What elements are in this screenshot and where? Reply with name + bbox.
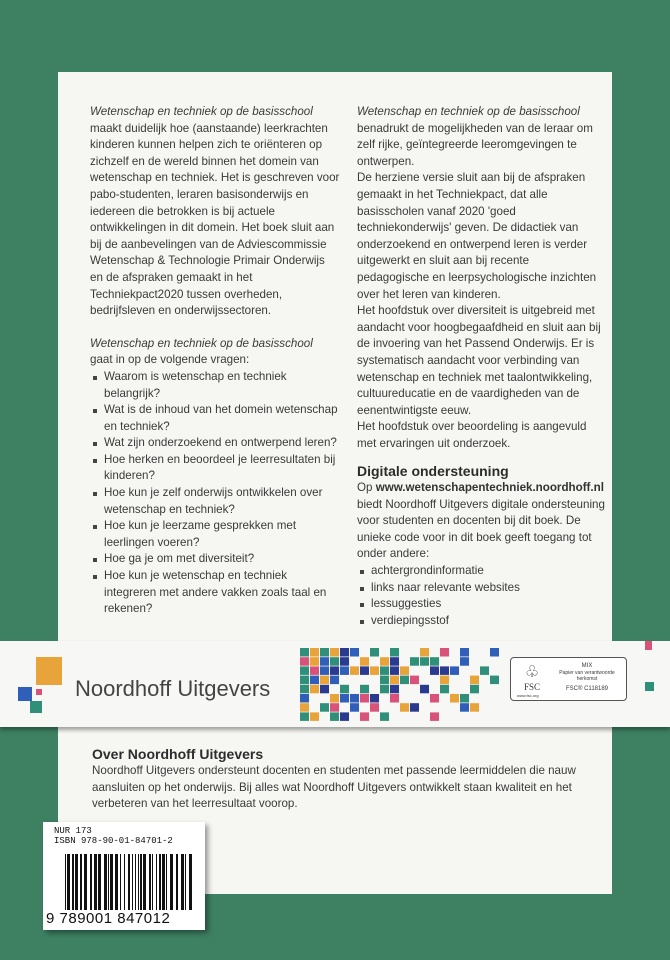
mosaic-square [380, 657, 389, 666]
mosaic-square [380, 694, 389, 703]
mosaic-square [410, 648, 419, 657]
mosaic-square [480, 666, 489, 675]
nur-code: NUR 173 [54, 826, 92, 836]
mosaic-square [370, 666, 379, 675]
mosaic-square [490, 666, 499, 675]
isbn-barcode-label [43, 822, 205, 930]
list-item: verdiepingsstof [357, 613, 607, 630]
barcode-bar [140, 854, 142, 910]
mosaic-square [460, 657, 469, 666]
mosaic-square [430, 694, 439, 703]
mosaic-square [410, 676, 419, 685]
publisher-name: Noordhoff Uitgevers [75, 676, 271, 701]
digital-support-section [357, 462, 607, 629]
barcode-bar [162, 854, 165, 910]
mosaic-square [300, 703, 309, 712]
mosaic-square [340, 657, 349, 666]
mosaic-square [450, 666, 459, 675]
mosaic-square [370, 676, 379, 685]
mosaic-square [320, 712, 329, 721]
mosaic-square [480, 676, 489, 685]
mosaic-square [340, 666, 349, 675]
mosaic-square [490, 648, 499, 657]
digital-heading: Digitale ondersteuning [357, 463, 509, 479]
mosaic-square [350, 685, 359, 694]
mosaic-square [390, 657, 399, 666]
mosaic-square [390, 666, 399, 675]
mosaic-square [330, 648, 339, 657]
fsc-url: www.fsc.org [517, 693, 539, 698]
barcode-bar [108, 854, 109, 910]
mosaic-square [300, 694, 309, 703]
barcode-bar [128, 854, 130, 910]
barcode-bar [65, 854, 66, 910]
mosaic-square [470, 676, 479, 685]
mosaic-square [450, 694, 459, 703]
pixel-mosaic-graphic [300, 648, 500, 722]
mosaic-square [460, 666, 469, 675]
mosaic-square [490, 703, 499, 712]
mosaic-square [330, 694, 339, 703]
mosaic-square [400, 648, 409, 657]
barcode-bar [115, 854, 118, 910]
mosaic-square [350, 712, 359, 721]
mosaic-square [400, 685, 409, 694]
mosaic-square [460, 676, 469, 685]
list-item: Hoe ga je om met diversiteit? [90, 551, 340, 568]
mosaic-square [390, 703, 399, 712]
mosaic-square [330, 666, 339, 675]
mosaic-square [450, 657, 459, 666]
barcode-bar [135, 854, 136, 910]
barcode-bar [156, 854, 157, 910]
mosaic-square [460, 712, 469, 721]
mosaic-square [310, 685, 319, 694]
mosaic-square [340, 648, 349, 657]
mosaic-square [340, 712, 349, 721]
mosaic-square [430, 666, 439, 675]
mosaic-square [450, 712, 459, 721]
barcode-bar [143, 854, 146, 910]
mosaic-square [310, 694, 319, 703]
mosaic-square [400, 712, 409, 721]
mosaic-square [310, 666, 319, 675]
mosaic-square [380, 712, 389, 721]
mosaic-square [490, 694, 499, 703]
mosaic-square [430, 648, 439, 657]
barcode-bar [84, 854, 87, 910]
mosaic-square [360, 694, 369, 703]
barcode-bar [159, 854, 161, 910]
mosaic-square [370, 648, 379, 657]
list-item: Waarom is wetenschap en techniek belangrijk? [90, 369, 340, 402]
mosaic-square [390, 712, 399, 721]
list-item: lessuggesties [357, 596, 607, 613]
list-item: Hoe kun je leerzame gesprekken met leerlingen voeren? [90, 518, 340, 551]
mosaic-square [360, 648, 369, 657]
fsc-label [510, 657, 627, 701]
mosaic-square [380, 648, 389, 657]
mosaic-square [360, 657, 369, 666]
mosaic-square [380, 676, 389, 685]
book-title: Wetenschap en techniek op de basisschool [357, 105, 580, 118]
mosaic-square [350, 694, 359, 703]
barcode-bar [138, 854, 139, 910]
barcode-bar [181, 854, 184, 910]
mosaic-square [320, 666, 329, 675]
isbn-number: ISBN 978-90-01-84701-2 [54, 836, 173, 846]
mosaic-square [380, 703, 389, 712]
mosaic-square [360, 703, 369, 712]
mosaic-square [460, 703, 469, 712]
right-column [357, 104, 602, 452]
mosaic-square [410, 694, 419, 703]
barcode-bar [170, 854, 173, 910]
mosaic-square [300, 676, 309, 685]
mosaic-square [330, 657, 339, 666]
mosaic-square [390, 676, 399, 685]
mosaic-square [310, 703, 319, 712]
mosaic-square [450, 648, 459, 657]
mosaic-square [330, 676, 339, 685]
mosaic-square [340, 694, 349, 703]
mosaic-square [430, 676, 439, 685]
mosaic-square [430, 657, 439, 666]
text: biedt Noordhoff Uitgevers digitale ondersteuning voor studenten en docenten bij dit boek. De unieke code voor in dit boek geeft toegang tot onder andere: [357, 497, 605, 561]
fsc-text: Papier van verantwoorde herkomst [559, 670, 615, 682]
about-text: Noordhoff Uitgevers ondersteunt docenten en studenten met passende leermiddelen die nauw aansluiten op het onderwijs. Bij alles wat Noordhoff Uitgevers ontwikkelt staan kwaliteit en het verbeteren van het leerresultaat voorop. [92, 764, 576, 811]
mosaic-square [440, 657, 449, 666]
list-item: links naar relevante websites [357, 580, 607, 597]
mosaic-square [370, 694, 379, 703]
questions-intro [90, 336, 340, 369]
mosaic-square [470, 685, 479, 694]
mosaic-square [440, 666, 449, 675]
mosaic-square [460, 648, 469, 657]
mosaic-square [300, 657, 309, 666]
barcode-bar [75, 854, 78, 910]
mosaic-square [360, 676, 369, 685]
barcode-graphic [65, 854, 195, 910]
about-heading: Over Noordhoff Uitgevers [92, 746, 264, 762]
mosaic-square [480, 712, 489, 721]
list-item: Wat zijn onderzoekend en ontwerpend leren? [90, 435, 340, 452]
barcode-bar [72, 854, 74, 910]
barcode-bar [149, 854, 151, 910]
mosaic-square [470, 648, 479, 657]
questions-intro-text: gaat in op de volgende vragen: [90, 353, 250, 367]
mosaic-square [340, 676, 349, 685]
mosaic-square [380, 685, 389, 694]
list-item: achtergrondinformatie [357, 563, 607, 580]
mosaic-square [390, 648, 399, 657]
mosaic-square [400, 694, 409, 703]
fsc-tree-icon: ♧ FSC [523, 664, 540, 692]
mosaic-square [340, 703, 349, 712]
barcode-bar [185, 854, 186, 910]
mosaic-square [470, 657, 479, 666]
mosaic-square [340, 685, 349, 694]
mosaic-square [400, 666, 409, 675]
mosaic-square [320, 648, 329, 657]
mosaic-square [450, 676, 459, 685]
mosaic-square [350, 657, 359, 666]
list-item: Wat is de inhoud van het domein wetenschap en techniek? [90, 402, 340, 435]
mosaic-square [420, 676, 429, 685]
mosaic-square [410, 712, 419, 721]
mosaic-square [350, 666, 359, 675]
mosaic-square [440, 694, 449, 703]
mosaic-square [370, 703, 379, 712]
mosaic-square [310, 648, 319, 657]
mosaic-square [310, 676, 319, 685]
mosaic-square [370, 657, 379, 666]
right-paragraph-1 [357, 104, 602, 170]
mosaic-square [320, 694, 329, 703]
mosaic-square [320, 657, 329, 666]
mosaic-square [310, 657, 319, 666]
text: Op [357, 481, 376, 494]
mosaic-square [390, 694, 399, 703]
mosaic-square [430, 712, 439, 721]
mosaic-square [350, 703, 359, 712]
mosaic-square [440, 676, 449, 685]
mosaic-square [360, 712, 369, 721]
mosaic-square [350, 676, 359, 685]
digital-items-list [357, 563, 607, 629]
mosaic-square [450, 703, 459, 712]
barcode-bar [110, 854, 113, 910]
mosaic-square [330, 712, 339, 721]
mosaic-square [360, 685, 369, 694]
mosaic-square [470, 666, 479, 675]
barcode-bar [176, 854, 178, 910]
mosaic-square [400, 703, 409, 712]
right-paragraph-2: De herziene versie sluit aan bij de afspraken gemaakt in het Techniekpact, dat alle basisscholen vanaf 2020 'goed techniekonderwijs' geven. De didactiek van onderzoekend en ontwerpend leren is verder uitgewerkt en sluit aan bij recente pedagogische en leerpsychologische inzichten over het leren van kinderen. [357, 171, 597, 301]
mosaic-square [470, 694, 479, 703]
mosaic-square [440, 712, 449, 721]
mosaic-square [480, 694, 489, 703]
mosaic-square [480, 685, 489, 694]
book-title: Wetenschap en techniek op de basisschool [90, 105, 313, 118]
list-item: Hoe kun je zelf onderwijs ontwikkelen over wetenschap en techniek? [90, 485, 340, 518]
book-title: Wetenschap en techniek op de basisschool [90, 336, 313, 350]
mosaic-square [480, 703, 489, 712]
barcode-number: 9 789001 847012 [46, 910, 171, 927]
mosaic-square [410, 703, 419, 712]
mosaic-square [420, 694, 429, 703]
mosaic-square [420, 703, 429, 712]
mosaic-square [360, 666, 369, 675]
barcode-bar [104, 854, 107, 910]
right-paragraph-4: Het hoofdstuk over beoordeling is aangevuld met ervaringen uit onderzoek. [357, 420, 587, 450]
left-column [90, 104, 340, 618]
mosaic-square [440, 703, 449, 712]
fsc-mix: MIX [581, 663, 593, 669]
mosaic-square [410, 666, 419, 675]
mosaic-square [400, 657, 409, 666]
mosaic-square [420, 712, 429, 721]
right-paragraph-3: Het hoofdstuk over diversiteit is uitgebreid met aandacht voor hoogbegaafdheid en sluit aan bij de invoering van het Passend Onderwijs. Er is systematisch aandacht voor verbinding van wetenschap en techniek met taalontwikkeling, cultuureducatie en de vaardigheden van de eenentwintigste eeuw. [357, 304, 601, 417]
mosaic-square [420, 666, 429, 675]
mosaic-square [420, 648, 429, 657]
mosaic-square [390, 685, 399, 694]
mosaic-square [440, 685, 449, 694]
mosaic-square [450, 685, 459, 694]
mosaic-square [400, 676, 409, 685]
mosaic-square [300, 712, 309, 721]
barcode-bar [120, 854, 121, 910]
mosaic-square [420, 685, 429, 694]
mosaic-square [420, 657, 429, 666]
mosaic-square [320, 685, 329, 694]
list-item: Hoe herken en beoordeel je leerresultaten bij kinderen? [90, 452, 340, 485]
barcode-bar [152, 854, 153, 910]
mosaic-square [320, 676, 329, 685]
mosaic-square [470, 712, 479, 721]
mosaic-square [350, 648, 359, 657]
mosaic-square [310, 712, 319, 721]
barcode-bar [94, 854, 97, 910]
mosaic-square [410, 685, 419, 694]
barcode-bar [67, 854, 70, 910]
mosaic-square [490, 676, 499, 685]
questions-list [90, 369, 340, 618]
fsc-code: FSC® C118189 [566, 686, 608, 692]
mosaic-square [490, 685, 499, 694]
mosaic-square [300, 648, 309, 657]
mosaic-square [330, 685, 339, 694]
mosaic-square [470, 703, 479, 712]
mosaic-square [440, 648, 449, 657]
mosaic-square [490, 657, 499, 666]
mosaic-square [370, 712, 379, 721]
list-item: Hoe kun je wetenschap en techniek integreren met andere vakken zoals taal en rekenen? [90, 568, 340, 618]
mosaic-square [320, 703, 329, 712]
mosaic-square [330, 703, 339, 712]
mosaic-square [490, 712, 499, 721]
barcode-bar [124, 854, 125, 910]
text: benadrukt de mogelijkheden van de leraar om zelf rijke, geïntegreerde leeromgevingen te ontwerpen. [357, 121, 593, 168]
intro-paragraph [90, 104, 340, 320]
mosaic-square [460, 694, 469, 703]
barcode-bar [166, 854, 167, 910]
barcode-bar [132, 854, 133, 910]
mosaic-square [410, 657, 419, 666]
barcode-bar [189, 854, 192, 910]
mosaic-square [480, 648, 489, 657]
mosaic-square [370, 685, 379, 694]
barcode-bar [80, 854, 82, 910]
mosaic-square [430, 685, 439, 694]
mosaic-square [380, 666, 389, 675]
barcode-bar [98, 854, 101, 910]
intro-text: maakt duidelijk hoe (aanstaande) leerkrachten kinderen kunnen helpen zich te oriënteren op zichzelf en de wereld binnen het domein van wetenschap en techniek. Het is geschreven voor pabo-studenten, leraren basisonderwijs en iedereen die betrokken is bij actuele ontwikkelingen in dit domein. Het boek sluit aan bij de aanbevelingen van de Adviescommissie Wetenschap & Technologie Primair Onderwijs en de afspraken gemaakt in het Techniekpact2020 tussen overheden, bedrijfsleven en onderwijssectoren. [90, 121, 340, 318]
mosaic-square [300, 685, 309, 694]
barcode-bar [90, 854, 92, 910]
website-link[interactable]: www.wetenschapentechniek.noordhoff.nl [375, 481, 604, 494]
mosaic-square [480, 657, 489, 666]
mosaic-square [430, 703, 439, 712]
mosaic-square [460, 685, 469, 694]
about-section [92, 745, 592, 813]
mosaic-square [300, 666, 309, 675]
